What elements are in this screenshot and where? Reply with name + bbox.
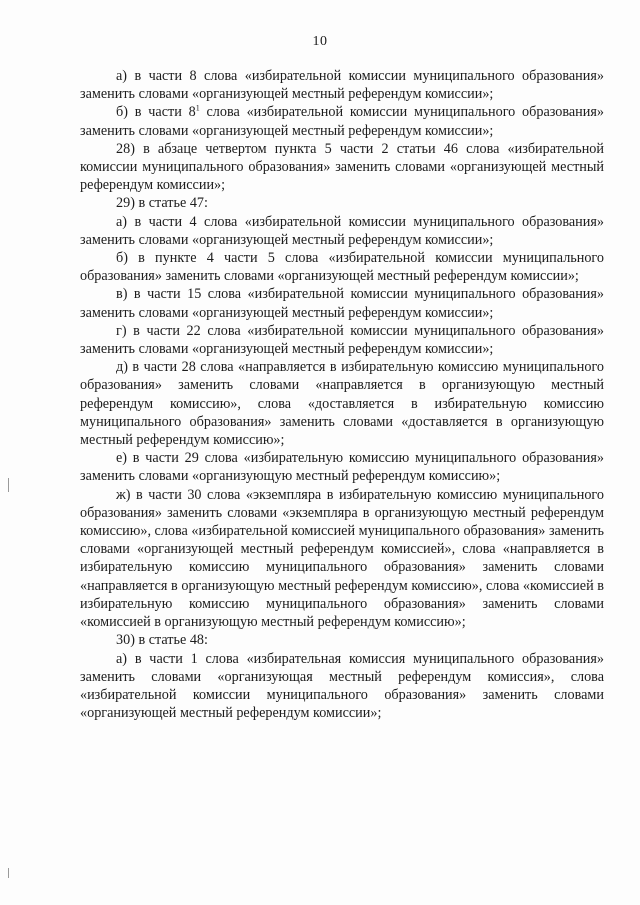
paragraph-29-d: д) в части 28 слова «направляется в избирательную комиссию муниципального образования» заменить словами «направляется в организующую местный референдум комиссию», слова «доставляется в избирательную комиссию муниципального образования» заменить словами «доставляется в организующую местный референдум комиссию»; [80,359,604,449]
paragraph-29-g: г) в части 22 слова «избирательной комиссии муниципального образования» заменить словами «организующей местный референдум комиссии»; [80,322,604,358]
scan-edge-mark [8,868,9,878]
paragraph-28-b-start: б) в части 8 [116,104,196,121]
document-body [80,67,604,722]
page-number: 10 [312,34,328,49]
paragraph-29-e: е) в части 29 слова «избирательную комиссию муниципального образования» заменить словами «организующую местный референдум комиссию»; [80,450,604,485]
paragraph-29-heading: 29) в статье 47: [116,195,208,212]
paragraph-28-a: а) в части 8 слова «избирательной комиссии муниципального образования» заменить словами «организующей местный референдум комиссии»; [80,68,604,103]
paragraph-30-a: а) в части 1 слова «избирательная комиссия муниципального образования» заменить словами «организующая местный референдум комиссия», слова «избирательной комиссии муниципального образования» заменить словами «организующей местный референдум комиссии»; [80,650,604,722]
paragraph-29-zh: ж) в части 30 слова «экземпляра в избирательную комиссию муниципального образования» заменить словами «экземпляра в организующую местный референдум комиссию», слова «избирательной комиссией муниципального образования» заменить словами «организующей местный референдум комиссией», слова «направляется в избирательную комиссию муниципального образования» заменить словами «направляется в организующую местный референдум комиссию», слова «комиссией в избирательную комиссию муниципального образования» заменить словами «комиссией в организующую местный референдум комиссию»; [80,486,604,631]
paragraph-29-a: а) в части 4 слова «избирательной комиссии муниципального образования» заменить словами «организующей местный референдум комиссии»; [80,213,604,248]
paragraph-28: 28) в абзаце четвертом пункта 5 части 2 статьи 46 слова «избирательной комиссии муниципального образования» заменить словами «организующей местный референдум комиссии»; [80,140,604,194]
scan-edge-mark [8,478,9,492]
paragraph-29-v: в) в части 15 слова «избирательной комиссии муниципального образования» заменить словами «организующей местный референдум комиссии»; [80,286,604,321]
paragraph-28-b [80,103,604,139]
paragraph-29-b: б) в пункте 4 части 5 слова «избирательной комиссии муниципального образования» заменить словами «организующей местный референдум комиссии»; [80,250,604,285]
superscript-index: 1 [195,103,200,113]
paragraph-28-b-end: слова «избирательной комиссии муниципального образования» заменить словами «организующей местный референдум комиссии»; [80,104,604,139]
paragraph-30-heading: 30) в статье 48: [116,632,208,649]
